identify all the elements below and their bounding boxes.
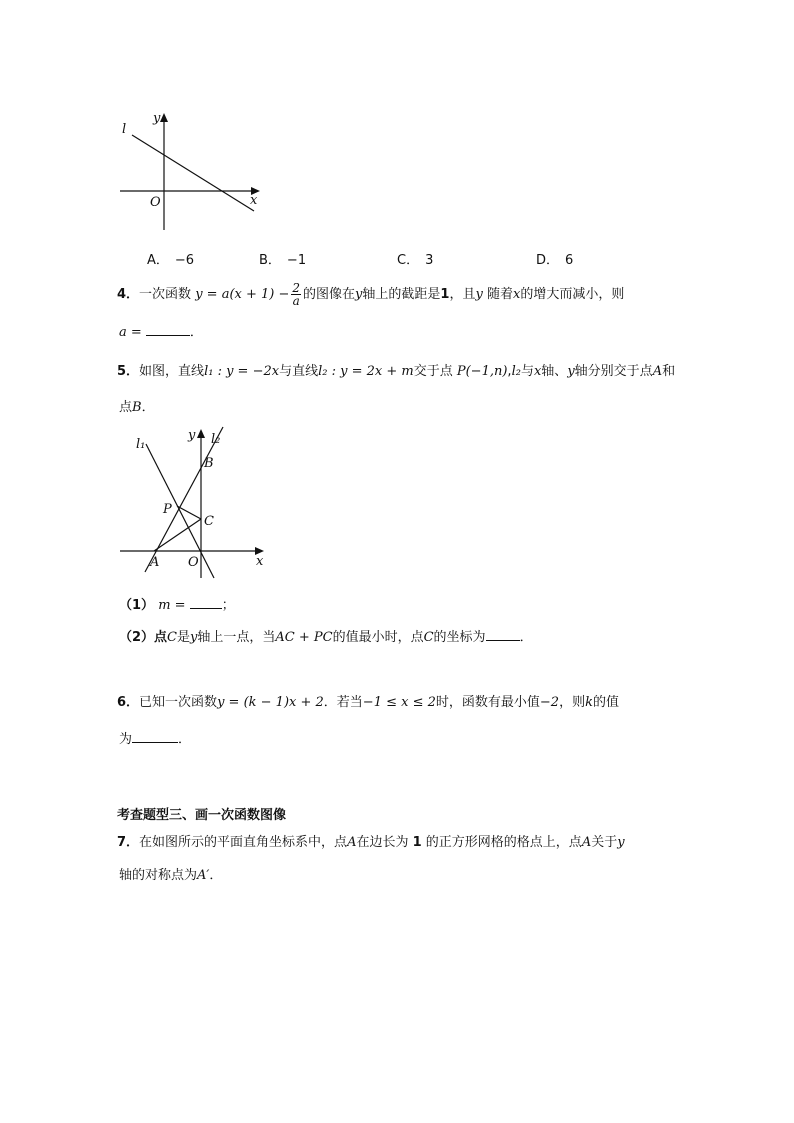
- q6-formula: y = (k − 1)x + 2: [217, 695, 324, 710]
- q5-text: 的值最小时，点: [332, 630, 424, 645]
- q5-text: 的坐标为: [433, 630, 486, 645]
- q5-line-1: [117, 360, 675, 379]
- q4-text: 一次函数: [139, 287, 192, 302]
- q5-point-c: C: [423, 630, 434, 645]
- q6-var-k: k: [585, 695, 593, 710]
- y-axis-label: y: [153, 111, 161, 126]
- option-letter: A．: [147, 253, 169, 268]
- q5-text: 与: [520, 364, 534, 379]
- q5-point-c: C: [167, 630, 177, 645]
- q7-value: 1: [412, 835, 422, 850]
- q5-l2-formula: l₂ : y = 2x + m: [318, 364, 414, 379]
- q4-text: ，且: [449, 287, 476, 302]
- x-axis-label: x: [256, 554, 264, 569]
- option-value: 3: [425, 253, 434, 268]
- q4-value: 1: [440, 287, 450, 302]
- q4-text: 的图像在: [303, 287, 356, 302]
- q5-sub1-end: ；: [221, 598, 235, 613]
- q5-sub1-blank[interactable]: [190, 596, 222, 609]
- q7-text: 在边长为: [356, 835, 409, 850]
- point-c-label: C: [204, 514, 214, 529]
- point-a-label: A: [150, 555, 160, 570]
- q5-sub1-label: （1）: [119, 598, 155, 613]
- q5-text: 和: [662, 364, 676, 379]
- q3-option-b[interactable]: [259, 249, 306, 268]
- q5-sub-2: [119, 626, 533, 645]
- q5-sub1-var: m =: [158, 598, 186, 613]
- q6-text: 为: [119, 732, 133, 747]
- q5-point-p: P(−1,n): [456, 364, 508, 379]
- q6-range: −1 ≤ x ≤ 2: [362, 695, 436, 710]
- option-letter: D．: [536, 253, 560, 268]
- q7-text: 轴的对称点为: [119, 868, 198, 883]
- q6-line-2: [119, 728, 191, 747]
- option-letter: C．: [397, 253, 420, 268]
- y-axis-label: y: [188, 428, 196, 443]
- point-p-label: P: [163, 502, 172, 517]
- q5-point-b: B: [132, 400, 142, 415]
- q5-text: 轴、: [541, 364, 568, 379]
- q4-text: 随着: [486, 287, 513, 302]
- q5-text: 是: [177, 630, 191, 645]
- q5-text: 轴上一点，当: [197, 630, 276, 645]
- q7-line-1: [117, 831, 625, 850]
- q5-expr: AC + PC: [275, 630, 333, 645]
- option-value: −6: [174, 253, 195, 268]
- q7-point-a-prime: A′: [197, 868, 210, 883]
- q7-number: 7．: [117, 835, 140, 850]
- point-b-label: B: [204, 456, 214, 471]
- q7-point-a: A: [347, 835, 357, 850]
- q3-option-c[interactable]: [397, 249, 433, 268]
- section-title: 考查题型三、画一次函数图像: [117, 808, 287, 823]
- q5-end: ．: [141, 400, 155, 415]
- q5-l2: l₂: [511, 364, 521, 379]
- option-letter: B．: [259, 253, 281, 268]
- figure-1-graph: [110, 105, 270, 235]
- q6-text: ．若当: [323, 695, 363, 710]
- q4-var-y: y: [355, 287, 363, 302]
- y-axis-arrow: [197, 429, 205, 438]
- segment-ac: [154, 519, 201, 551]
- y-axis-arrow: [160, 113, 168, 122]
- q4-fraction-den: a: [292, 294, 300, 308]
- x-axis-label: x: [250, 193, 258, 208]
- q5-comma: ,: [507, 364, 512, 379]
- line-l-label: l: [122, 122, 127, 137]
- q7-text: 的正方形网格的格点上，点: [425, 835, 582, 850]
- q5-sub2-end: ．: [519, 630, 533, 645]
- q4-fraction-num: 2: [292, 281, 301, 295]
- q6-min-value: −2: [539, 695, 560, 710]
- q4-fraction: [291, 282, 301, 307]
- q5-text: 交于点: [413, 364, 453, 379]
- q6-text: 的值: [592, 695, 619, 710]
- q5-text: 与直线: [279, 364, 319, 379]
- q5-number: 5．: [117, 364, 140, 379]
- q5-line-2: [119, 396, 155, 415]
- origin-label: O: [188, 555, 199, 570]
- q5-sub-1: [119, 594, 235, 613]
- origin-label: O: [150, 195, 161, 210]
- q4-line-1: [117, 282, 624, 307]
- q6-text: 已知一次函数: [139, 695, 218, 710]
- q6-end: ．: [178, 732, 192, 747]
- q7-var-y: y: [617, 835, 625, 850]
- q6-text: ，则: [559, 695, 586, 710]
- q4-text: 轴上的截距是: [362, 287, 441, 302]
- line-l2: [145, 427, 223, 572]
- l2-label: l₂: [211, 432, 221, 447]
- q3-option-a[interactable]: [147, 249, 194, 268]
- q5-text: 点: [119, 400, 133, 415]
- q6-answer-blank[interactable]: [132, 730, 178, 743]
- q4-answer-var: a =: [119, 325, 142, 340]
- q5-sub2-label: （2）点: [119, 630, 168, 645]
- q4-var-x: x: [513, 287, 521, 302]
- q4-answer-blank[interactable]: [146, 323, 190, 336]
- q5-var-y: y: [190, 630, 198, 645]
- q7-point-a: A: [581, 835, 592, 850]
- option-value: −1: [286, 253, 307, 268]
- q6-line-1: [117, 691, 619, 710]
- q5-var-y: y: [567, 364, 575, 379]
- q4-var-y: y: [475, 287, 483, 302]
- option-value: 6: [565, 253, 574, 268]
- q5-var-x: x: [533, 364, 542, 379]
- l1-label: l₁: [136, 437, 146, 452]
- q6-number: 6．: [117, 695, 140, 710]
- q4-number: 4．: [117, 287, 140, 302]
- q5-point-a: A: [652, 364, 663, 379]
- q7-text: 在如图所示的平面直角坐标系中，点: [139, 835, 348, 850]
- q7-end: ．: [209, 868, 223, 883]
- q6-text: 时，函数有最小值: [435, 695, 540, 710]
- q5-text: 如图，直线: [139, 364, 205, 379]
- q5-l1-formula: l₁ : y = −2x: [204, 364, 280, 379]
- q4-formula: y = a(x + 1) −: [195, 287, 290, 302]
- q7-text: 关于: [591, 835, 618, 850]
- figure-2-graph: [112, 420, 272, 580]
- q5-text: 轴分别交于点: [574, 364, 653, 379]
- q3-option-d[interactable]: [536, 249, 573, 268]
- q5-sub2-blank[interactable]: [486, 628, 520, 641]
- q4-end: ．: [189, 325, 203, 340]
- q4-text: 的增大而减小，则: [520, 287, 625, 302]
- q7-line-2: [119, 864, 222, 883]
- q4-line-2: [119, 321, 203, 340]
